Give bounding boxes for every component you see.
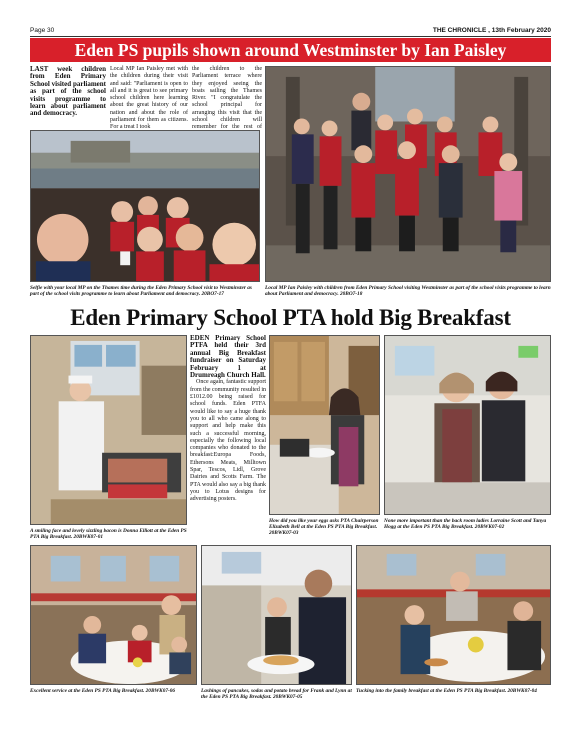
story1-headline: Eden PS pupils shown around Westminster by Ian Paisley (30, 38, 551, 62)
caption-ladies: None more important than the back room ladies Lorraine Scott and Tanya Hogg at the Eden PS PTA Big Breakfast. 20BWK07-02 (384, 518, 547, 530)
header-rule (30, 36, 551, 37)
story1-column-2: Local MP Ian Paisley met with the children during their visit and said: "Parliament is open to all and it is great to see primary school children here learning about the great history of our nation and about the role of parliament for them as citizens. For a treat I took (110, 66, 188, 131)
masthead-date: THE CHRONICLE , 13th February 2020 (432, 27, 551, 34)
caption-family: Tucking into the family breakfast at the Eden PS PTA Big Breakfast. 20BWK07-04 (356, 688, 537, 694)
caption-service: Excellent service at the Eden PS PTA Big Breakfast. 20BWK07-06 (30, 688, 176, 694)
caption-eggs: How did you like your eggs asks PTA Chairperson Elizabeth Bell at the Eden PS PTA Big Breakfast. 20BWK07-03 (269, 518, 379, 536)
caption-group: Local MP Ian Paisley with children from Eden Primary School visiting Westminster as part of the school visits programme to learn about Parliament and democracy. 20BO7-18 (265, 285, 551, 297)
page-number: Page 30 (30, 27, 55, 34)
caption-selfie: Selfie with your local MP on the Thames time during the Eden Primary School visit to Westminster as part of the school visits programme to learn about Parliament and democracy. 20BO7-17 (30, 285, 252, 297)
photo-pancakes (201, 545, 352, 685)
photo-ladies (384, 335, 551, 515)
story2-headline: Eden Primary School PTA hold Big Breakfast (70, 305, 511, 330)
photo-selfie-terrace (30, 130, 260, 282)
photo-eggs (269, 335, 380, 515)
photo-group-westminster (265, 66, 551, 282)
story1-column-1: LAST week children from Eden Primary School visited parliament as part of the school visits programme to learn about parliament and democracy. (30, 65, 106, 118)
caption-pancakes: Lashings of pancakes, sodas and potato bread for Frank and Lynn at the Eden PS PTA Big Breakfast. 20BWK07-05 (201, 688, 352, 700)
photo-chef-bacon (30, 335, 187, 525)
photo-service (30, 545, 197, 685)
caption-chef: A smiling face and lovely sizzling bacon is Donna Elliott at the Eden PS PTA Big Breakfast. 20BWK07-01 (30, 528, 187, 540)
photo-family (356, 545, 551, 685)
story1-column-3: the children to the Parliament terrace where they enjoyed seeing the boats sailing the Thames River. "I congratulate the school principal for arranging this visit that the school children will remember for the rest of (192, 66, 262, 131)
story2-lead: EDEN Primary School PTFA held their 3rd annual Big Breakfast fundraiser on Saturday February 1 at Drumreagh Church Hall. (190, 334, 266, 380)
story2-text-column (190, 335, 266, 525)
story2-body: Once again, fantastic support from the community resulted in £1012.00 being raised for school funds. Eden PTFA would like to say a huge thank you to all who came along to support and help make this such a successful morning, especially the following local companies who donated to the breakfast:Europa Foods, Ethersons Meats, Milltown Spar, Tescos, Lidl, Grove Dairies and Scotts Farm. The PTA would also say a big thank you to Lotus designs for advertising posters. (190, 379, 266, 503)
